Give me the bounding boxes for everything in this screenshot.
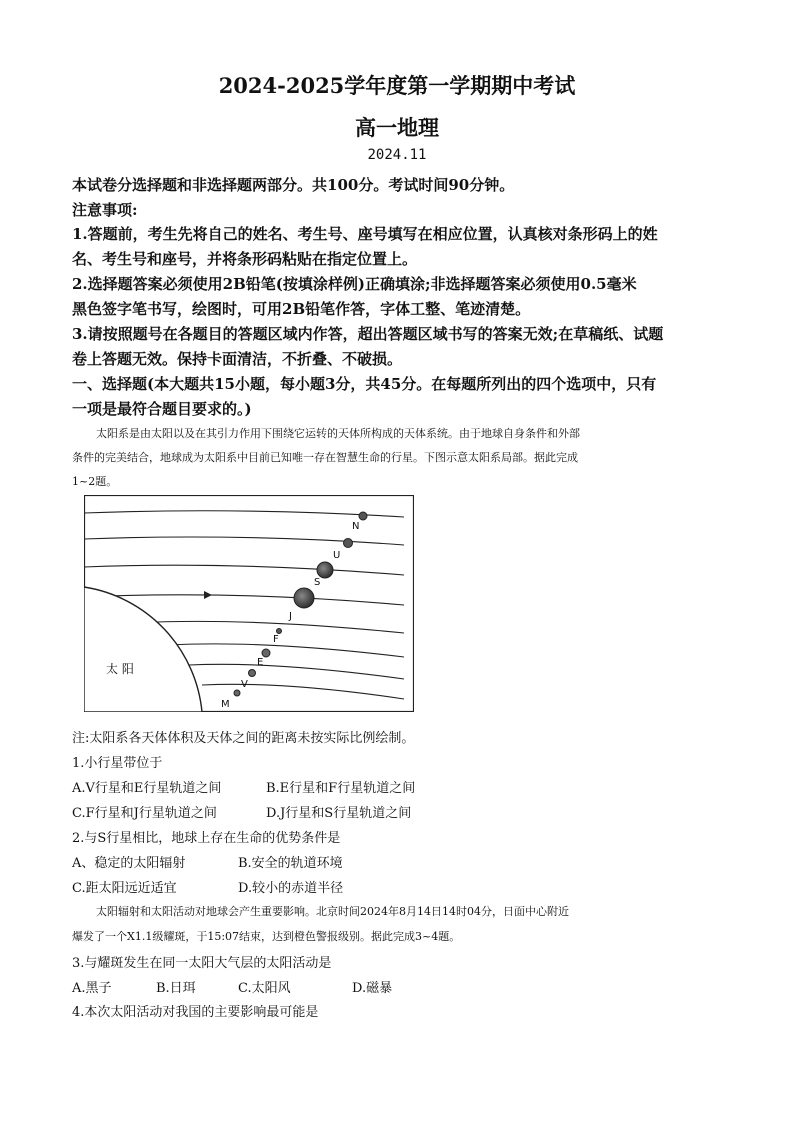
planet-n [359,512,367,520]
q3-option-b[interactable]: B.日珥 [156,981,196,996]
exam-date: 2024.11 [367,147,427,163]
exam-subject: 高一地理 [355,115,439,140]
section1-line2: 一项是最符合题目要求的。) [72,400,252,418]
planet-label-s: S [314,577,321,588]
planet-label-n: N [352,521,360,532]
q1-stem: 1.小行星带位于 [72,756,163,771]
notice-item2-line1: 2.选择题答案必须使用2B铅笔(按填涂样例)正确填涂;非选择题答案必须使用0.5毫米 [72,275,637,293]
notice-item3-line1: 3.请按照题号在各题目的答题区域内作答，超出答题区域书写的答案无效;在草稿纸、试题 [72,325,664,343]
planet-label-e: E [257,657,264,668]
notice-item3-line2: 卷上答题无效。保持卡面清洁，不折叠、不破损。 [72,350,403,368]
q1-option-d[interactable]: D.J行星和S行星轨道之间 [266,806,412,821]
section1-line1: 一、选择题(本大题共15小题，每小题3分，共45分。在每题所列出的四个选项中，只有 [72,375,657,393]
q1-option-b[interactable]: B.E行星和F行星轨道之间 [266,781,416,796]
q1-option-a[interactable]: A.V行星和E行星轨道之间 [72,781,222,796]
notice-item2-line2: 黑色签字笔书写，绘图时，可用2B铅笔作答，字体工整、笔迹清楚。 [72,300,531,318]
planet-label-f: F [273,634,279,645]
planet-v [249,670,256,677]
planet-e [262,649,270,657]
q3-option-c[interactable]: C.太阳风 [238,981,291,996]
q1-option-c[interactable]: C.F行星和J行星轨道之间 [72,806,217,821]
planet-label-u: U [333,550,341,561]
planet-j [294,588,314,608]
q4-stem: 4.本次太阳活动对我国的主要影响最可能是 [72,1005,319,1020]
exam-title: 2024-2025学年度第一学期期中考试 [218,73,576,98]
q2-stem: 2.与S行星相比，地球上存在生命的优势条件是 [72,831,341,846]
planet-label-m: M [221,699,230,710]
notice-heading: 注意事项: [72,201,138,219]
notice-item1-line2: 名、考生号和座号，并将条形码粘贴在指定位置上。 [72,250,418,268]
passage1-line3: 1~2题。 [72,475,118,488]
planet-s [317,562,333,578]
passage2-line2: 爆发了一个X1.1级耀斑，于15:07结束，达到橙色警报级别。据此完成3~4题。 [72,930,461,943]
intro-text: 本试卷分选择题和非选择题两部分。共100分。考试时间90分钟。 [72,176,515,194]
figure-note: 注:太阳系各天体体积及天体之间的距离未按实际比例绘制。 [72,731,415,746]
passage1-line1: 太阳系是由太阳以及在其引力作用下围绕它运转的天体所构成的天体系统。由于地球自身条件和外部 [96,427,580,440]
q2-option-c[interactable]: C.距太阳远近适宜 [72,881,177,896]
planet-m [234,690,240,696]
planet-label-v: V [241,679,248,690]
q2-option-a[interactable]: A、稳定的太阳辐射 [72,856,186,871]
q3-stem: 3.与耀斑发生在同一太阳大气层的太阳活动是 [72,956,332,971]
sun-label: 太 阳 [106,662,134,676]
passage1-line2: 条件的完美结合，地球成为太阳系中目前已知唯一存在智慧生命的行星。下图示意太阳系局部。据此完成 [72,451,578,464]
solar-system-figure [84,495,414,712]
q2-option-b[interactable]: B.安全的轨道环境 [238,856,343,871]
q3-option-d[interactable]: D.磁暴 [352,981,393,996]
planet-f [277,629,282,634]
planet-u [344,539,353,548]
planet-label-j: J [289,611,292,622]
notice-item1-line1: 1.答题前，考生先将自己的姓名、考生号、座号填写在相应位置，认真核对条形码上的姓 [72,225,658,243]
q2-option-d[interactable]: D.较小的赤道半径 [238,881,344,896]
q3-option-a[interactable]: A.黑子 [72,981,112,996]
passage2-line1: 太阳辐射和太阳活动对地球会产生重要影响。北京时间2024年8月14日14时04分，日面中心附近 [96,905,569,918]
